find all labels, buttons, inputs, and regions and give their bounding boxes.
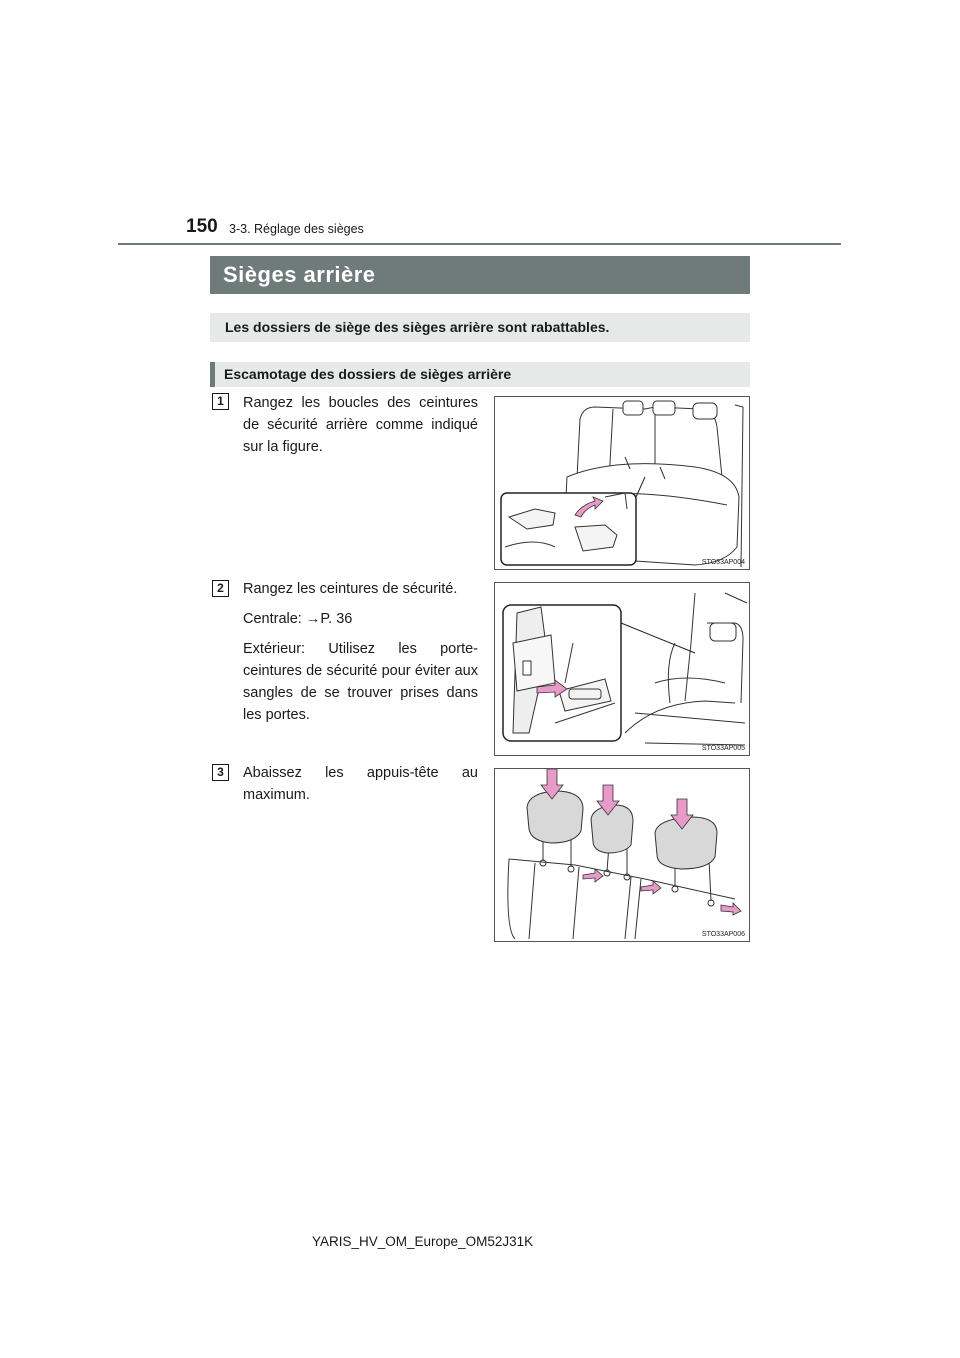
footer-document-code: YARIS_HV_OM_Europe_OM52J31K [312, 1234, 534, 1249]
page-number: 150 [186, 216, 218, 237]
step-2-paragraph-1: Rangez les ceintures de sécurité. [243, 581, 458, 597]
step-number-3: 3 [212, 764, 229, 781]
step-3-paragraph: Abaissez les appuis-tête au maximum. [243, 765, 478, 803]
figure-code: STO33AP004 [701, 559, 745, 566]
step-text-2 [243, 578, 478, 726]
step-text-1 [243, 392, 478, 458]
subheading: Escamotage des dossiers de sièges arrière [210, 362, 750, 387]
figure-code: STO33AP005 [701, 745, 745, 752]
headrest-illustration [495, 769, 749, 941]
step-1-paragraph: Rangez les boucles des ceintures de sécurité arrière comme indiqué sur la figure. [243, 395, 478, 455]
step-2-paragraph-2: Centrale: →P. 36 [243, 611, 353, 627]
step-number-2: 2 [212, 580, 229, 597]
step-2-paragraph-3: Extérieur: Utilisez les porte-ceintures de sécurité pour éviter aux sangles de se trouver prises dans les portes. [243, 641, 478, 723]
figure-seat-belt-holder [494, 582, 750, 756]
seat-belt-illustration [495, 583, 749, 755]
header-rule [118, 243, 841, 245]
rear-seat-illustration [495, 397, 749, 569]
section-label: 3-3. Réglage des sièges [229, 222, 364, 236]
step-text-3 [243, 762, 478, 806]
figure-code: STO33AP006 [701, 931, 745, 938]
intro-text: Les dossiers de siège des sièges arrière sont rabattables. [210, 313, 750, 342]
figure-rear-seat-buckles [494, 396, 750, 570]
page-title: Sièges arrière [210, 256, 750, 294]
figure-headrests [494, 768, 750, 942]
step-number-1: 1 [212, 393, 229, 410]
